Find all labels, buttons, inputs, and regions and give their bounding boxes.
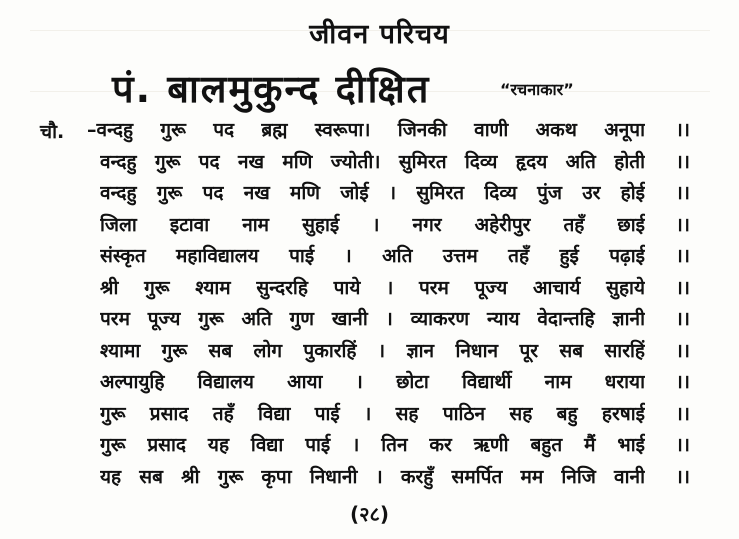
verse-end-mark: ।। [675, 402, 690, 425]
verse-text: श्री गुरू श्याम सुन्दरहि पाये । परम पूज्य आचार्य सुहाये [100, 276, 645, 299]
verse-line [100, 304, 690, 336]
verse-line [100, 367, 690, 399]
verse-line [100, 241, 690, 273]
verse-label: चौ. [40, 121, 65, 143]
verse-end-mark: ।। [675, 434, 690, 456]
author-role: “रचनाकार” [500, 80, 574, 99]
verse-text: श्यामा गुरू सब लोग पुकारहिं । ज्ञान निधान पूर सब सारहिं [100, 339, 645, 362]
verse-line [100, 336, 690, 368]
verse-text: जिला इटावा नाम सुहाई । नगर अहेरीपुर तहँ छाई [100, 213, 645, 236]
verse-text: संस्कृत महाविद्यालय पाई । अति उत्तम तहँ हुई पढ़ाई [100, 245, 645, 267]
page-number: (२८) [349, 502, 390, 526]
verse-line [100, 430, 690, 462]
verse-text: –वन्दहु गुरू पद ब्रह्म स्वरूपा। जिनकी वाणी अकथ अनूपा [87, 119, 645, 141]
verse-list [87, 115, 690, 493]
verse-end-mark: ।। [675, 371, 690, 393]
verse-end-mark: ।। [675, 245, 690, 267]
verse-text: गुरू प्रसाद यह विद्या पाई । तिन कर ऋणी बहुत मैं भाई [100, 434, 645, 456]
verse-text: परम पूज्य गुरू अति गुण खानी । व्याकरण न्याय वेदान्तहि ज्ञानी [100, 308, 645, 330]
verse-line [100, 462, 690, 494]
verse-line [100, 210, 690, 242]
verse-end-mark: ।। [675, 276, 690, 299]
verse-end-mark: ।। [675, 182, 690, 204]
verse-text: वन्दहु गुरू पद नख मणि ज्योती। सुमिरत दिव्य हृदय अति होती [100, 150, 645, 173]
page-subtitle: जीवन परिचय [309, 19, 450, 50]
verse-end-mark: ।। [675, 308, 690, 330]
page-title: पं. बालमुकुन्द दीक्षित [112, 67, 431, 111]
verse-text: यह सब श्री गुरू कृपा निधानी । करहुँ समर्पित मम निजि वानी [100, 465, 645, 488]
verse-end-mark: ।। [675, 213, 690, 236]
verse-end-mark: ।। [675, 150, 690, 173]
verse-text: अल्पायुहि विद्यालय आया । छोटा विद्यार्थी नाम धराया [100, 371, 645, 393]
verse-end-mark: ।। [675, 465, 690, 488]
verse-line [100, 399, 690, 431]
verse-text: गुरू प्रसाद तहँ विद्या पाई । सह पाठिन सह बहु हरषाई [100, 402, 645, 425]
verse-end-mark: ।। [675, 119, 690, 141]
verse-line [100, 147, 690, 179]
verse-line [100, 178, 690, 210]
verse-line [87, 115, 690, 147]
verse-text: वन्दहु गुरू पद नख मणि जोई । सुमिरत दिव्य पुंज उर होई [100, 182, 645, 204]
verse-line [100, 273, 690, 305]
verse-end-mark: ।। [675, 339, 690, 362]
